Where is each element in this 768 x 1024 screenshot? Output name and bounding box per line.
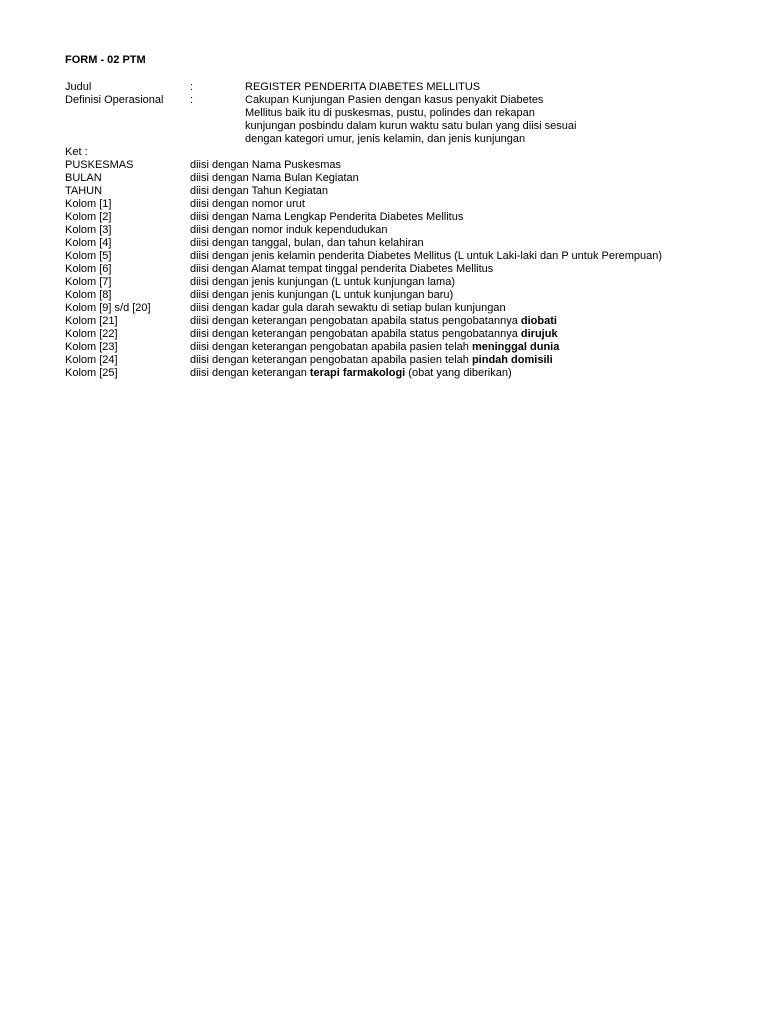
definisi-line: kunjungan posbindu dalam kurun waktu satu bulan yang diisi sesuai	[245, 120, 577, 133]
ket-key: Kolom [8]	[65, 289, 112, 301]
ket-row	[0, 250, 768, 264]
ket-desc-text: diisi dengan keterangan	[190, 367, 310, 379]
ket-desc: diisi dengan Nama Bulan Kegiatan	[190, 172, 359, 184]
ket-row	[0, 172, 768, 186]
ket-desc: diisi dengan jenis kunjungan (L untuk kunjungan lama)	[190, 276, 455, 288]
definisi-text	[245, 94, 576, 146]
ket-key: Kolom [3]	[65, 224, 112, 236]
ket-desc: diisi dengan Alamat tempat tinggal penderita Diabetes Mellitus	[190, 263, 494, 275]
ket-desc-text: diisi dengan keterangan pengobatan apabila status pengobatannya	[190, 315, 521, 327]
ket-desc: diisi dengan nomor induk kependudukan	[190, 224, 388, 236]
ket-row	[0, 302, 768, 316]
ket-desc-after: (obat yang diberikan)	[405, 367, 512, 379]
ket-desc	[190, 341, 680, 354]
judul-value: REGISTER PENDERITA DIABETES MELLITUS	[245, 81, 481, 93]
ket-key: Kolom [21]	[65, 315, 118, 327]
ket-desc-text: diisi dengan keterangan pengobatan apabila status pengobatannya	[190, 328, 521, 340]
ket-key: Kolom [23]	[65, 341, 118, 353]
ket-row	[0, 289, 768, 303]
ket-key: BULAN	[65, 172, 102, 184]
ket-key: Kolom [4]	[65, 237, 112, 249]
ket-desc-bold: meninggal dunia	[471, 341, 560, 353]
ket-label: Ket :	[65, 146, 88, 158]
definisi-line: Mellitus baik itu di puskesmas, pustu, polindes dan rekapan	[245, 107, 535, 120]
definisi-line: Cakupan Kunjungan Pasien dengan kasus penyakit Diabetes	[245, 94, 544, 106]
ket-key: Kolom [7]	[65, 276, 112, 288]
ket-key: Kolom [5]	[65, 250, 112, 262]
ket-key: Kolom [24]	[65, 354, 118, 366]
ket-heading	[0, 146, 768, 160]
ket-row	[0, 159, 768, 173]
definisi-line: dengan kategori umur, jenis kelamin, dan jenis kunjungan	[245, 133, 526, 146]
ket-row	[0, 198, 768, 212]
ket-row	[0, 354, 768, 368]
ket-desc-text: diisi dengan keterangan pengobatan apabila pasien telah	[190, 354, 472, 366]
ket-desc: diisi dengan kadar gula darah sewaktu di setiap bulan kunjungan	[190, 302, 506, 314]
ket-desc: diisi dengan Tahun Kegiatan	[190, 185, 329, 197]
ket-desc: diisi dengan Nama Lengkap Penderita Diabetes Mellitus	[190, 211, 464, 223]
ket-desc: diisi dengan jenis kunjungan (L untuk kunjungan baru)	[190, 289, 454, 301]
ket-row	[0, 315, 768, 329]
ket-desc: diisi dengan nomor urut	[190, 198, 305, 210]
ket-key: Kolom [2]	[65, 211, 112, 223]
ket-key: Kolom [9] s/d [20]	[65, 302, 151, 314]
ket-desc	[190, 328, 680, 341]
ket-key: PUSKESMAS	[65, 159, 134, 171]
ket-desc-bold: diobati	[520, 315, 557, 327]
judul-row	[0, 81, 768, 95]
ket-row	[0, 224, 768, 238]
ket-row	[0, 328, 768, 342]
ket-desc-bold: dirujuk	[520, 328, 558, 340]
ket-desc-text: diisi dengan keterangan pengobatan apabila pasien telah	[190, 341, 472, 353]
judul-separator: :	[190, 81, 194, 93]
definisi-label: Definisi Operasional	[65, 94, 164, 106]
ket-desc	[190, 367, 680, 380]
ket-key: Kolom [22]	[65, 328, 118, 340]
judul-label: Judul	[65, 81, 92, 93]
ket-row	[0, 367, 768, 381]
ket-row	[0, 237, 768, 251]
ket-desc: diisi dengan tanggal, bulan, dan tahun kelahiran	[190, 237, 424, 249]
ket-desc-bold: terapi farmakologi	[309, 367, 406, 379]
ket-row	[0, 185, 768, 199]
form-code: FORM - 02 PTM	[65, 54, 146, 66]
ket-key: TAHUN	[65, 185, 103, 197]
ket-row	[0, 341, 768, 355]
definisi-separator: :	[190, 94, 194, 106]
ket-desc: diisi dengan jenis kelamin penderita Diabetes Mellitus (L untuk Laki-laki dan P untuk Perempuan)	[190, 250, 663, 262]
ket-row	[0, 211, 768, 225]
ket-desc-bold: pindah domisili	[471, 354, 553, 366]
ket-key: Kolom [1]	[65, 198, 112, 210]
ket-desc	[190, 354, 680, 367]
ket-desc	[190, 315, 680, 328]
ket-row	[0, 276, 768, 290]
ket-key: Kolom [25]	[65, 367, 118, 379]
ket-desc: diisi dengan Nama Puskesmas	[190, 159, 342, 171]
ket-key: Kolom [6]	[65, 263, 112, 275]
ket-row	[0, 263, 768, 277]
